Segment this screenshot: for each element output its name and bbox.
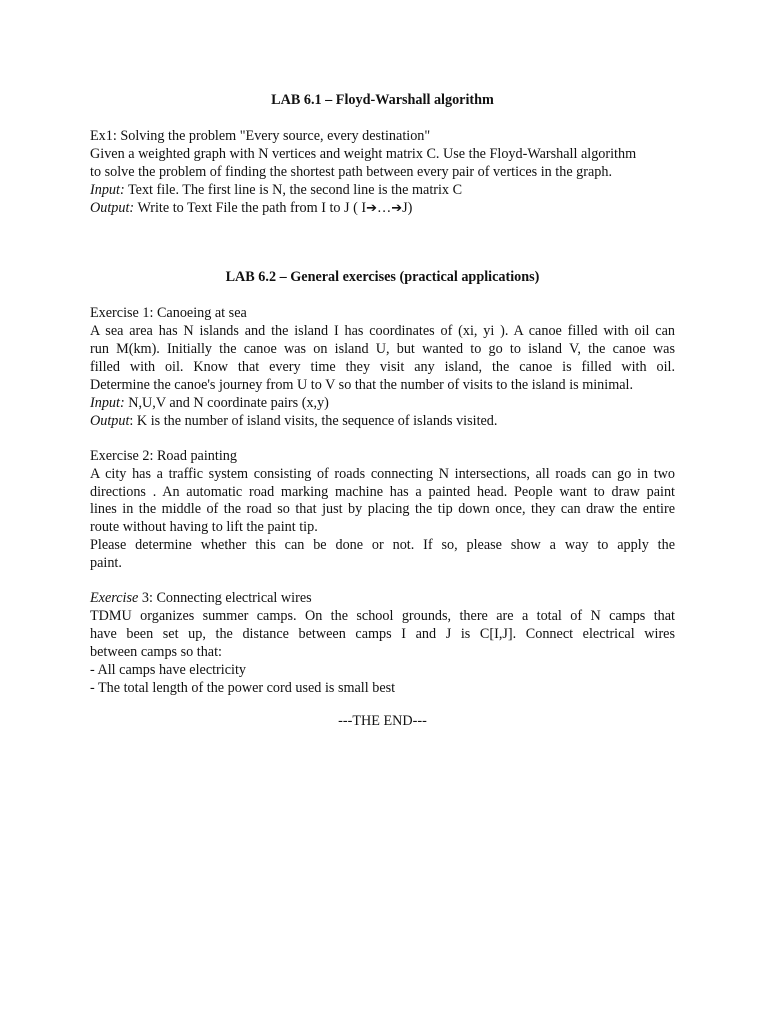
- exercise3-heading-italic: Exercise: [90, 590, 139, 607]
- exercise1-input-label: Input:: [90, 394, 125, 411]
- document-page: [90, 92, 675, 731]
- ex1-input-label: Input:: [90, 181, 125, 198]
- ex1-output-line: [90, 200, 675, 218]
- exercise2-line: directions . An automatic road marking machine has a painted head. People want to draw paint: [90, 483, 675, 500]
- exercise3-line: have been set up, the distance between camps I and J is C[I,J]. Connect electrical wires: [90, 625, 675, 642]
- lab62-exercise-3: [90, 590, 675, 697]
- exercise2-line: A city has a traffic system consisting of roads connecting N intersections, all roads can go in two: [90, 465, 675, 482]
- exercise1-output-line: [90, 413, 675, 431]
- exercise1-heading: Exercise 1: Canoeing at sea: [90, 305, 247, 322]
- exercise3-bullet: - The total length of the power cord used is small best: [90, 679, 396, 696]
- exercise2-heading: Exercise 2: Road painting: [90, 447, 237, 464]
- exercise1-line: run M(km). Initially the canoe was on island U, but wanted to go to island V, the canoe was: [90, 341, 675, 358]
- lab61-ex1: [90, 128, 675, 218]
- exercise1-line: filled with oil. Know that every time they visit any island, the canoe is filled with oil.: [90, 359, 675, 376]
- exercise1-output-text: : K is the number of island visits, the sequence of islands visited.: [129, 412, 498, 429]
- exercise3-heading-rest: 3: Connecting electrical wires: [138, 590, 312, 607]
- lab62-title: LAB 6.2 – General exercises (practical applications): [225, 269, 540, 286]
- exercise3-heading: [90, 590, 675, 608]
- lab61-title: LAB 6.1 – Floyd-Warshall algorithm: [271, 92, 494, 108]
- ex1-output-label: Output:: [90, 199, 135, 216]
- exercise1-input-text: N,U,V and N coordinate pairs (x,y): [128, 394, 329, 411]
- exercise1-line: A sea area has N islands and the island I has coordinates of (xi, yi ). A canoe filled with oil can: [90, 323, 675, 340]
- exercise3-bullet: - All camps have electricity: [90, 661, 246, 678]
- ex1-heading: Ex1: Solving the problem "Every source, every destination": [90, 127, 431, 144]
- exercise3-line: TDMU organizes summer camps. On the school grounds, there are a total of N camps that: [90, 607, 675, 624]
- arrow-right-icon: ➔: [391, 200, 403, 216]
- ex1-output-text-b: …: [377, 199, 392, 216]
- exercise3-line: between camps so that:: [90, 643, 222, 660]
- ex1-output-text-c: J): [402, 199, 413, 216]
- ex1-output-text-a: Write to Text File the path from I to J ( I: [137, 199, 367, 216]
- exercise2-line: paint.: [90, 555, 122, 572]
- ex1-line-2: to solve the problem of finding the shortest path between every pair of vertices in the graph.: [90, 163, 613, 180]
- exercise2-line: Please determine whether this can be done or not. If so, please show a way to apply the: [90, 537, 675, 554]
- lab62-exercise-2: [90, 448, 675, 573]
- exercise1-output-label: Output: [90, 412, 130, 429]
- exercise2-line: route without having to lift the paint tip.: [90, 519, 318, 536]
- exercise1-line: Determine the canoe's journey from U to V so that the number of visits to the island is minimal.: [90, 376, 634, 393]
- ex1-input-line: [90, 182, 675, 200]
- ex1-input-text: Text file. The first line is N, the second line is the matrix C: [127, 181, 463, 198]
- exercise2-line: lines in the middle of the road so that just by placing the tip down once, they can draw the entire: [90, 501, 675, 518]
- lab62-exercise-1: [90, 305, 675, 430]
- exercise1-input-line: [90, 395, 675, 413]
- ex1-line-1: Given a weighted graph with N vertices and weight matrix C. Use the Floyd-Warshall algorithm: [90, 145, 637, 162]
- arrow-right-icon: ➔: [366, 200, 378, 216]
- end-marker: ---THE END---: [338, 713, 427, 730]
